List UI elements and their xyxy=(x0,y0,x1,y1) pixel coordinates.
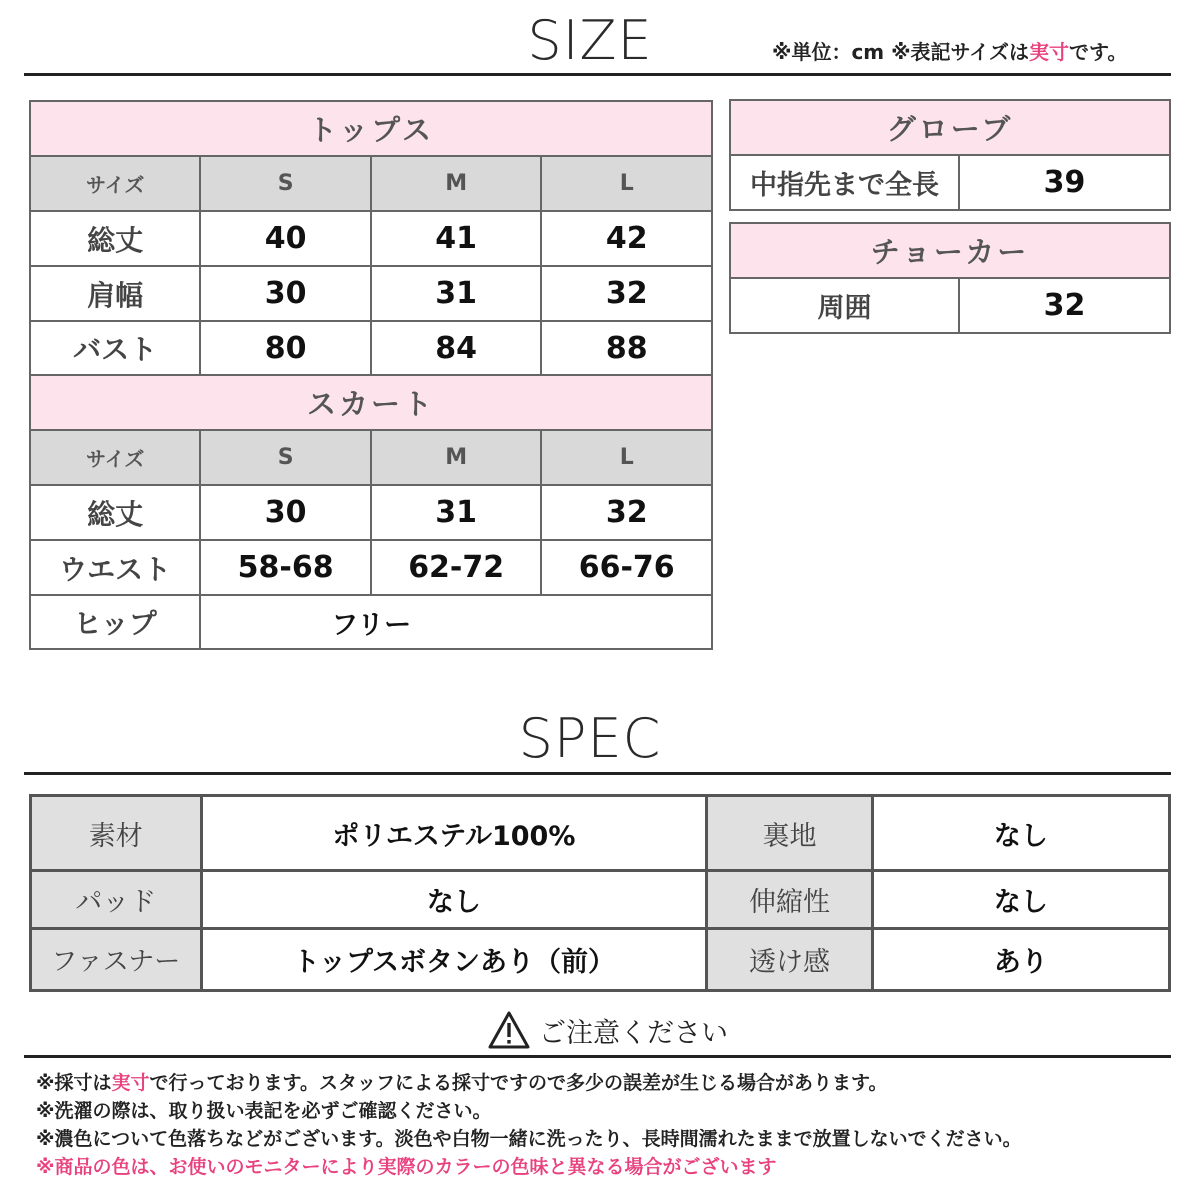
unit-note xyxy=(772,36,1127,65)
tops-cell: 41 xyxy=(371,211,542,266)
skirt-col-size: サイズ xyxy=(30,430,200,485)
spec-value: なし xyxy=(872,871,1169,929)
spec-value: なし xyxy=(201,871,707,929)
tops-cell: 40 xyxy=(200,211,371,266)
tops-row-label: バスト xyxy=(30,321,200,375)
caution-title: ご注意ください xyxy=(539,1017,728,1049)
warning-icon xyxy=(487,1010,531,1050)
tops-col-size: サイズ xyxy=(30,156,200,211)
skirt-cell: 66-76 xyxy=(541,540,712,595)
tops-col-s: S xyxy=(200,156,371,211)
spec-table xyxy=(29,794,1171,992)
skirt-cell: 30 xyxy=(200,485,371,540)
spec-value: あり xyxy=(872,929,1169,991)
note-line: ※洗濯の際は、取り扱い表記を必ずご確認ください。 xyxy=(36,1100,492,1122)
choker-table xyxy=(729,222,1171,334)
tops-skirt-table xyxy=(29,100,713,650)
skirt-cell: 32 xyxy=(541,485,712,540)
note-line: ※濃色について色落ちなどがございます。淡色や白物一緒に洗ったり、長時間濡れたままで放置しないでください。 xyxy=(36,1128,1022,1150)
skirt-row-label: ウエスト xyxy=(30,540,200,595)
skirt-hip-value: フリー xyxy=(200,595,712,649)
tops-cell: 42 xyxy=(541,211,712,266)
spec-label: 裏地 xyxy=(707,796,873,871)
tops-cell: 80 xyxy=(200,321,371,375)
choker-value: 32 xyxy=(959,278,1170,333)
skirt-col-m: M xyxy=(371,430,542,485)
glove-title: グローブ xyxy=(730,100,1170,155)
spec-divider xyxy=(24,772,1171,775)
tops-row-label: 肩幅 xyxy=(30,266,200,321)
tops-cell: 88 xyxy=(541,321,712,375)
skirt-col-s: S xyxy=(200,430,371,485)
tops-col-l: L xyxy=(541,156,712,211)
spec-value: ポリエステル100% xyxy=(201,796,707,871)
spec-value: トップスボタンあり（前） xyxy=(201,929,707,991)
note-1-prefix: ※採寸は xyxy=(36,1072,112,1094)
choker-label: 周囲 xyxy=(730,278,959,333)
tops-cell: 84 xyxy=(371,321,542,375)
spec-label: 素材 xyxy=(31,796,202,871)
skirt-hip-label: ヒップ xyxy=(30,595,200,649)
skirt-cell: 31 xyxy=(371,485,542,540)
skirt-cell: 58-68 xyxy=(200,540,371,595)
choker-title: チョーカー xyxy=(730,223,1170,278)
skirt-cell: 62-72 xyxy=(371,540,542,595)
spec-label: 伸縮性 xyxy=(707,871,873,929)
caution-header xyxy=(487,1008,728,1052)
spec-label: ファスナー xyxy=(31,929,202,991)
glove-table xyxy=(729,99,1171,211)
note-line xyxy=(36,1069,1186,1097)
note-1-suffix: で行っております。スタッフによる採寸ですので多少の誤差が生じる場合があります。 xyxy=(149,1072,888,1094)
spec-value: なし xyxy=(872,796,1169,871)
spec-label: パッド xyxy=(31,871,202,929)
spec-heading: SPEC xyxy=(518,707,662,770)
note-1-accent: 実寸 xyxy=(111,1072,150,1094)
skirt-col-l: L xyxy=(541,430,712,485)
tops-title: トップス xyxy=(30,101,712,156)
size-divider xyxy=(24,73,1171,76)
tops-cell: 32 xyxy=(541,266,712,321)
unit-note-suffix: です。 xyxy=(1068,40,1128,64)
skirt-title: スカート xyxy=(30,375,712,430)
skirt-row-label: 総丈 xyxy=(30,485,200,540)
note-line: ※商品の色は、お使いのモニターにより実際のカラーの色味と異なる場合がございます xyxy=(36,1156,777,1178)
unit-note-prefix: ※単位：cm ※表記サイズは xyxy=(772,40,1029,64)
size-heading: SIZE xyxy=(527,9,653,72)
glove-value: 39 xyxy=(959,155,1170,210)
tops-col-m: M xyxy=(371,156,542,211)
tops-cell: 30 xyxy=(200,266,371,321)
caution-divider xyxy=(24,1055,1171,1058)
unit-note-accent: 実寸 xyxy=(1028,40,1069,64)
spec-label: 透け感 xyxy=(707,929,873,991)
glove-label: 中指先まで全長 xyxy=(730,155,959,210)
tops-row-label: 総丈 xyxy=(30,211,200,266)
tops-cell: 31 xyxy=(371,266,542,321)
caution-notes xyxy=(36,1069,1186,1181)
